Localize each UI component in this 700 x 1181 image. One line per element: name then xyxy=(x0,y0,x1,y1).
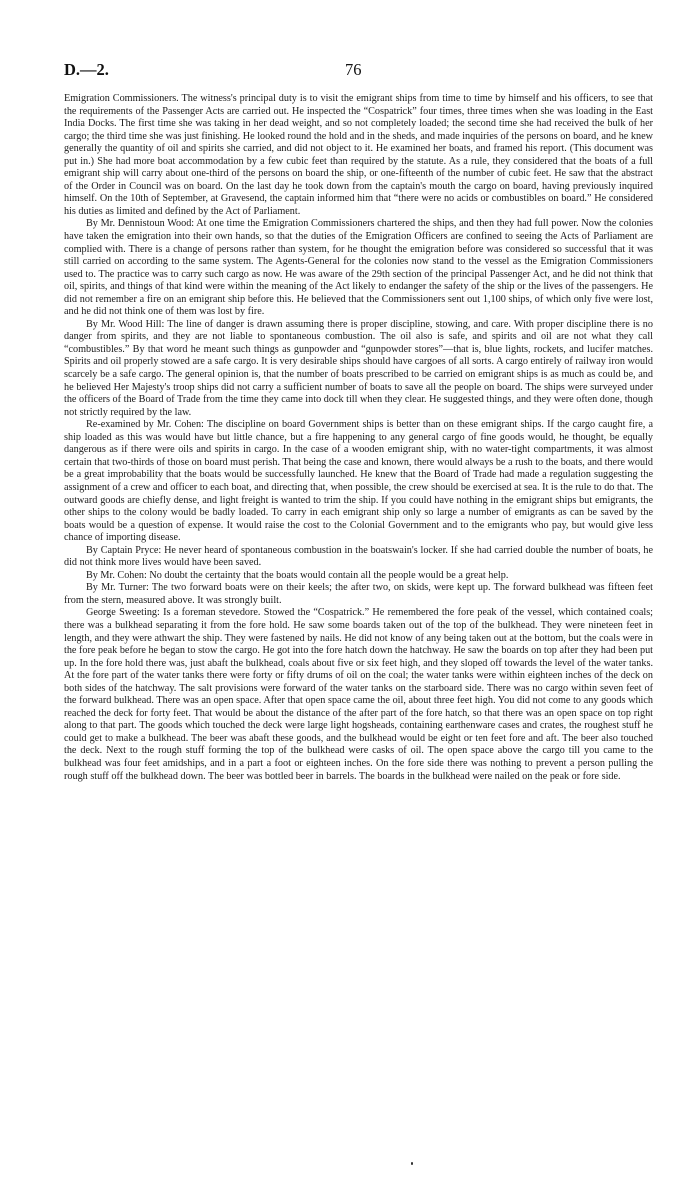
paragraph: By Mr. Dennistoun Wood: At one time the Emigration Commissioners chartered the ships, and then they had full power. Now the colonies have taken the emigration into their own hands, so that the duties of the Emigration Officers are confined to seeing the Acts of Parliament are complied with. There is a change of persons rather than system, for he thought the emigration before was considered so successful that it was still carried on according to the same system. The Agents-General for the colonies now stand to the vessel as the Emigration Commissioners used to. The practice was to carry such cargo as now. He was aware of the 29th section of the principal Passenger Act, and he did not think that oil, spirits, and things of that kind were within the meaning of the Act likely to endanger the safety of the ship or the lives of the passengers. He did not remember a fire on an emigrant ship before this. He believed that the Commissioners sent out 1,100 ships, of which only five were lost, and he did not think one of them was lost by fire. xyxy=(64,218,653,318)
document-reference: D.—2. xyxy=(64,60,109,79)
paragraph: Re-examined by Mr. Cohen: The discipline on board Government ships is better than on these emigrant ships. If the cargo caught fire, a ship loaded as this was would have but little chance, but a fire happening to any general cargo of fine goods would, he thought, be equally dangerous as if there were oils and spirits in cargo. In the case of a wooden emigrant ship, with no water-tight compartments, it was almost certain that two-thirds of those on board must perish. That being the case and known, there would always be a rush to the boats, and there would be a great improbability that the boats would be successfully launched. He knew that the Board of Trade had made a regulation suggesting the assignment of a crew and officer to each boat, and directing that, when possible, the crew should be exercised at sea. It is the rule to do that. The outward goods are chiefly dense, and light freight is wanted to trim the ship. If you could have nothing in the emigrant ships but emigrants, the other ships to the colony would be badly loaded. To carry in each emigrant ship only so large a number of emigrants as can be saved by the boats would be a question of expense. It would raise the cost to the Colonial Government and to the emigrants who pay, but would give less chance of importing disease. xyxy=(64,419,653,544)
paragraph: Emigration Commissioners. The witness's principal duty is to visit the emigrant ships from time to time by himself and his officers, to see that the requirements of the Passenger Acts are carried out. He inspected the “Cospatrick” four times, three times when she was loading in the East India Docks. The first time she was taking in her dead weight, and so not completely loaded; the second time she had received the bulk of her cargo; the third time she was just finishing. He looked round the hold and in the sheds, and made inquiries of the persons on board, and he knew generally the quantity of oil and spirits she carried, and did not object to it. He examined her boats, and framed his report. (This document was put in.) She had more boat accommodation by a few cubic feet than required by the statute. As a rule, they considered that the boats of a full emigrant ship will carry about one-third of the persons on board the ship, or one-fifteenth of the number of cubic feet. He saw that the abstract of the Order in Council was on board. On the last day he took down from the captain's mouth the cargo on board, having previously inquired himself. On the 10th of September, at Gravesend, the captain informed him that “there were no acids or combustibles on board.” He considered his duties as limited and defined by the Act of Parliament. xyxy=(64,93,653,217)
page-header xyxy=(64,60,653,84)
paragraph: By Captain Pryce: He never heard of spontaneous combustion in the boatswain's locker. If she had carried double the number of boats, he did not think more lives would have been saved. xyxy=(64,544,653,569)
print-mark xyxy=(411,1162,413,1165)
page-number: 76 xyxy=(345,60,362,79)
paragraph: George Sweeting: Is a foreman stevedore. Stowed the “Cospatrick.” He remembered the fore peak of the vessel, which contained coals; there was a bulkhead separating it from the fore hold. He saw some boards taken out of the top of the bulkhead. They were nineteen feet in length, and they were athwart the ship. They were fastened by nails. He did not know of any being taken out at the bottom, but the coals were in the fore peak before he began to stow the cargo. He got into the fore hatch down the hatchway. He saw the boards on top after they had been put up. In the fore hold there was, just abaft the bulkhead, coals about five or six feet high, and they sloped off towards the level of the water tanks. At the fore part of the water tanks there were forty or fifty drums of oil on the coal; the water tanks were within eighteen inches of the deck on both sides of the hatchway. The salt provisions were forward of the water tanks on the starboard side. There was no cargo within seven feet of the forward bulkhead. There was an open space. After that open space came the oil, about three feet high. You did not come to any goods which reached the deck for forty feet. That would be about the distance of the after part of the fore hatch, so that there was an open space on top right along to that part. The goods which touched the deck were large light hogsheads, containing earthenware cases and crates, the roughest stuff he could get to make a bulkhead. The beer was abaft these goods, and the bulkhead would be eight or ten feet fore and aft. The beer also touched the deck. Next to the rough stuff forming the top of the bulkhead were casks of oil. The open space above the cargo till you came to the bulkhead was four feet amidships, and in a part a foot or eighteen inches. On the fore side there was nothing to prevent a person pulling the rough stuff off the bulkhead down. The beer was bottled beer in barrels. The boards in the bulkhead were nailed on the peak or fore side. xyxy=(64,607,653,782)
body-text xyxy=(64,93,653,783)
paragraph: By Mr. Cohen: No doubt the certainty that the boats would contain all the people would be a great help. xyxy=(86,569,509,581)
paragraph: By Mr. Turner: The two forward boats were on their keels; the after two, on skids, were kept up. The forward bulkhead was fifteen feet from the stern, measured above. It was strongly built. xyxy=(64,582,653,606)
paragraph: By Mr. Wood Hill: The line of danger is drawn assuming there is proper discipline, stowing, and care. With proper discipline there is no danger from spirits, and they are not liable to spontaneous combustion. The oil also is safe, and spirits and oil are not what they call “combustibles.” By that word he meant such things as gunpowder and “gunpowder stores”—that is, blue lights, rockets, and lucifer matches. Spirits and oil properly stowed are a safe cargo. It is very desirable ships should have cargoes of all sorts. A cargo entirely of railway iron would scarcely be a safe cargo. The general opinion is, that the number of boats prescribed to be carried on emigrant ships is as much as could be, and he believed Her Majesty's troop ships did not carry a sufficient number of boats to save all the people on board. The ships were surveyed under the officers of the Board of Trade from the time they came into dock till when they clear. He suggested things, and they were often done, though not strictly required by the law. xyxy=(64,318,653,418)
